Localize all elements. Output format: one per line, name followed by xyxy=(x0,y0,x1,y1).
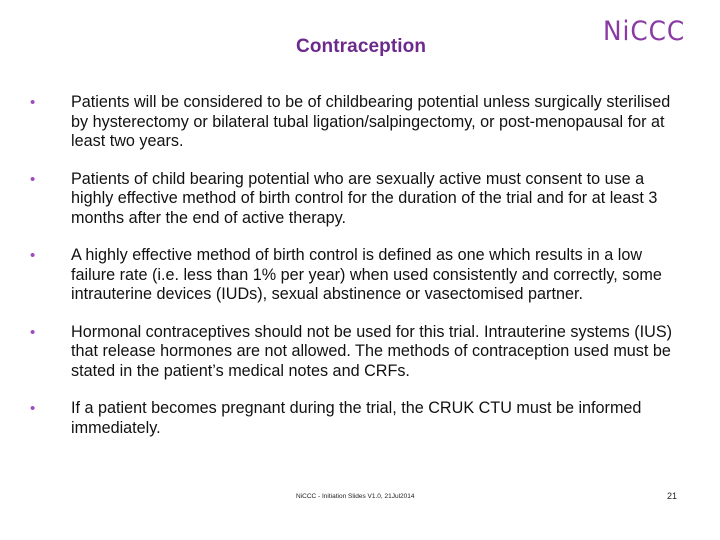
slide-footer: NiCCC - Initiation Slides V1.0, 21Jul2014 xyxy=(296,493,415,500)
bullet-dot-icon: • xyxy=(30,400,36,417)
niccc-logo: NiCCC xyxy=(603,16,686,47)
bullet-dot-icon: • xyxy=(30,247,36,264)
bullet-text: Patients of child bearing potential who are sexually active must consent to use a highly effective method of birth control for the duration of the trial and for at least 3 months after the end of active therapy. xyxy=(71,169,658,227)
bullet-dot-icon: • xyxy=(30,323,36,341)
bullet-text: Hormonal contraceptives should not be used for this trial. Intrauterine systems (IUS) that release hormones are not allowed. The methods of contraception used must be stated in the patient’s medical notes and CRFs. xyxy=(71,322,673,380)
slide-title: Contraception xyxy=(296,36,427,57)
page-number: 21 xyxy=(667,491,678,501)
bullet-dot-icon: • xyxy=(30,94,36,111)
bullet-text: Patients will be considered to be of childbearing potential unless surgically sterilised by hysterectomy or bilateral tubal ligation/salpingectomy, or post-menopausal for at least two years. xyxy=(71,93,671,150)
bullet-text: If a patient becomes pregnant during the trial, the CRUK CTU must be informed immediately. xyxy=(71,399,642,437)
bullet-item-3 xyxy=(30,246,690,305)
bullet-text: A highly effective method of birth control is defined as one which results in a low failure rate (i.e. less than 1% per year) when used consistently and correctly, some intrauterine devices (IUDs), sexual abstinence or vasectomised partner. xyxy=(71,246,662,303)
bullet-list xyxy=(30,93,690,456)
bullet-item-5 xyxy=(30,399,690,438)
bullet-item-4 xyxy=(30,323,690,382)
bullet-item-1 xyxy=(30,93,690,152)
bullet-item-2 xyxy=(30,170,690,229)
bullet-dot-icon: • xyxy=(30,170,36,188)
